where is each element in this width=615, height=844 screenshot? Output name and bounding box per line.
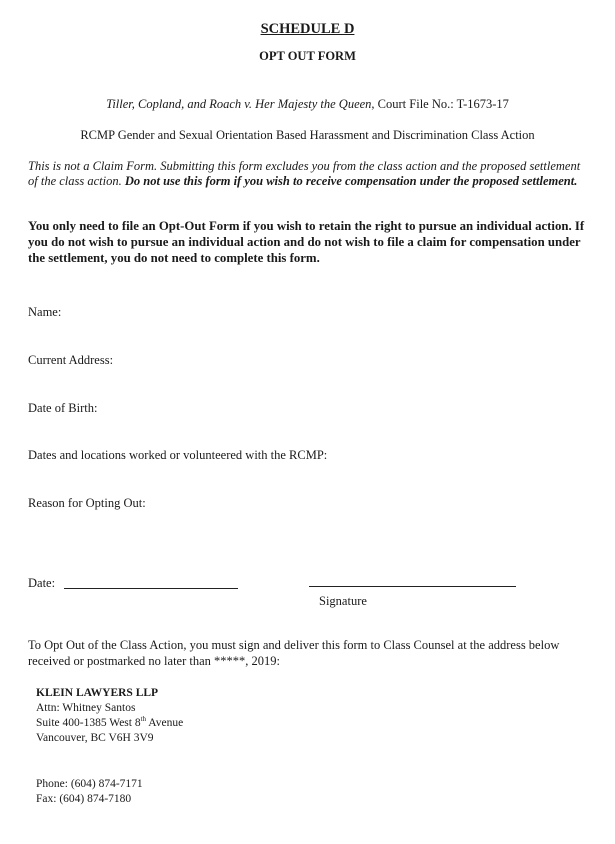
reason-field-label: Reason for Opting Out: bbox=[28, 496, 146, 510]
date-field-label: Date: bbox=[28, 576, 56, 590]
counsel-address bbox=[36, 686, 183, 746]
counsel-contact bbox=[36, 777, 143, 807]
notice-warning: Do not use this form if you wish to receive compensation under the proposed settlement. bbox=[124, 174, 578, 188]
street-ordinal: th bbox=[140, 715, 147, 724]
date-input-line[interactable] bbox=[64, 588, 238, 589]
firm-name: KLEIN LAWYERS LLP bbox=[36, 687, 159, 699]
street-name: Avenue bbox=[146, 717, 184, 729]
dob-field-label: Date of Birth: bbox=[28, 401, 98, 415]
signature-label: Signature bbox=[319, 594, 367, 608]
attention-line: Attn: Whitney Santos bbox=[36, 702, 136, 714]
case-parties: Tiller, Copland, and Roach v. Her Majesty the Queen bbox=[106, 97, 372, 111]
notice-italic: This is not a Claim Form. Submitting this form excludes you from the class action and the proposed settlement of the class action. bbox=[28, 159, 581, 188]
address-field-label: Current Address: bbox=[28, 353, 114, 367]
city-postal: Vancouver, BC V6H 3V9 bbox=[36, 732, 154, 744]
schedule-title: SCHEDULE D bbox=[260, 21, 355, 37]
street-address bbox=[36, 716, 183, 731]
class-action-name: RCMP Gender and Sexual Orientation Based Harassment and Discrimination Class Action bbox=[80, 128, 535, 142]
street-number: Suite 400-1385 West 8 bbox=[36, 717, 141, 729]
court-file-number: , Court File No.: T-1673-17 bbox=[371, 97, 509, 111]
fax-number: Fax: (604) 874-7180 bbox=[36, 793, 132, 805]
notice-paragraph bbox=[28, 159, 588, 189]
case-citation bbox=[0, 97, 615, 112]
phone-number: Phone: (604) 874-7171 bbox=[36, 778, 143, 790]
instruction-paragraph: You only need to file an Opt-Out Form if you wish to retain the right to pursue an individual action. If you do not wish to pursue an individual action and do not wish to file a claim for compensation under the settlement, you do not need to complete this form. bbox=[28, 219, 585, 265]
signature-input-line[interactable] bbox=[309, 586, 516, 587]
dates-locations-field-label: Dates and locations worked or volunteered with the RCMP: bbox=[28, 448, 328, 462]
delivery-instructions: To Opt Out of the Class Action, you must sign and deliver this form to Class Counsel at the address below received or postmarked no later than *****, 2019: bbox=[28, 638, 560, 668]
name-field-label: Name: bbox=[28, 305, 62, 319]
form-subtitle: OPT OUT FORM bbox=[259, 49, 356, 63]
